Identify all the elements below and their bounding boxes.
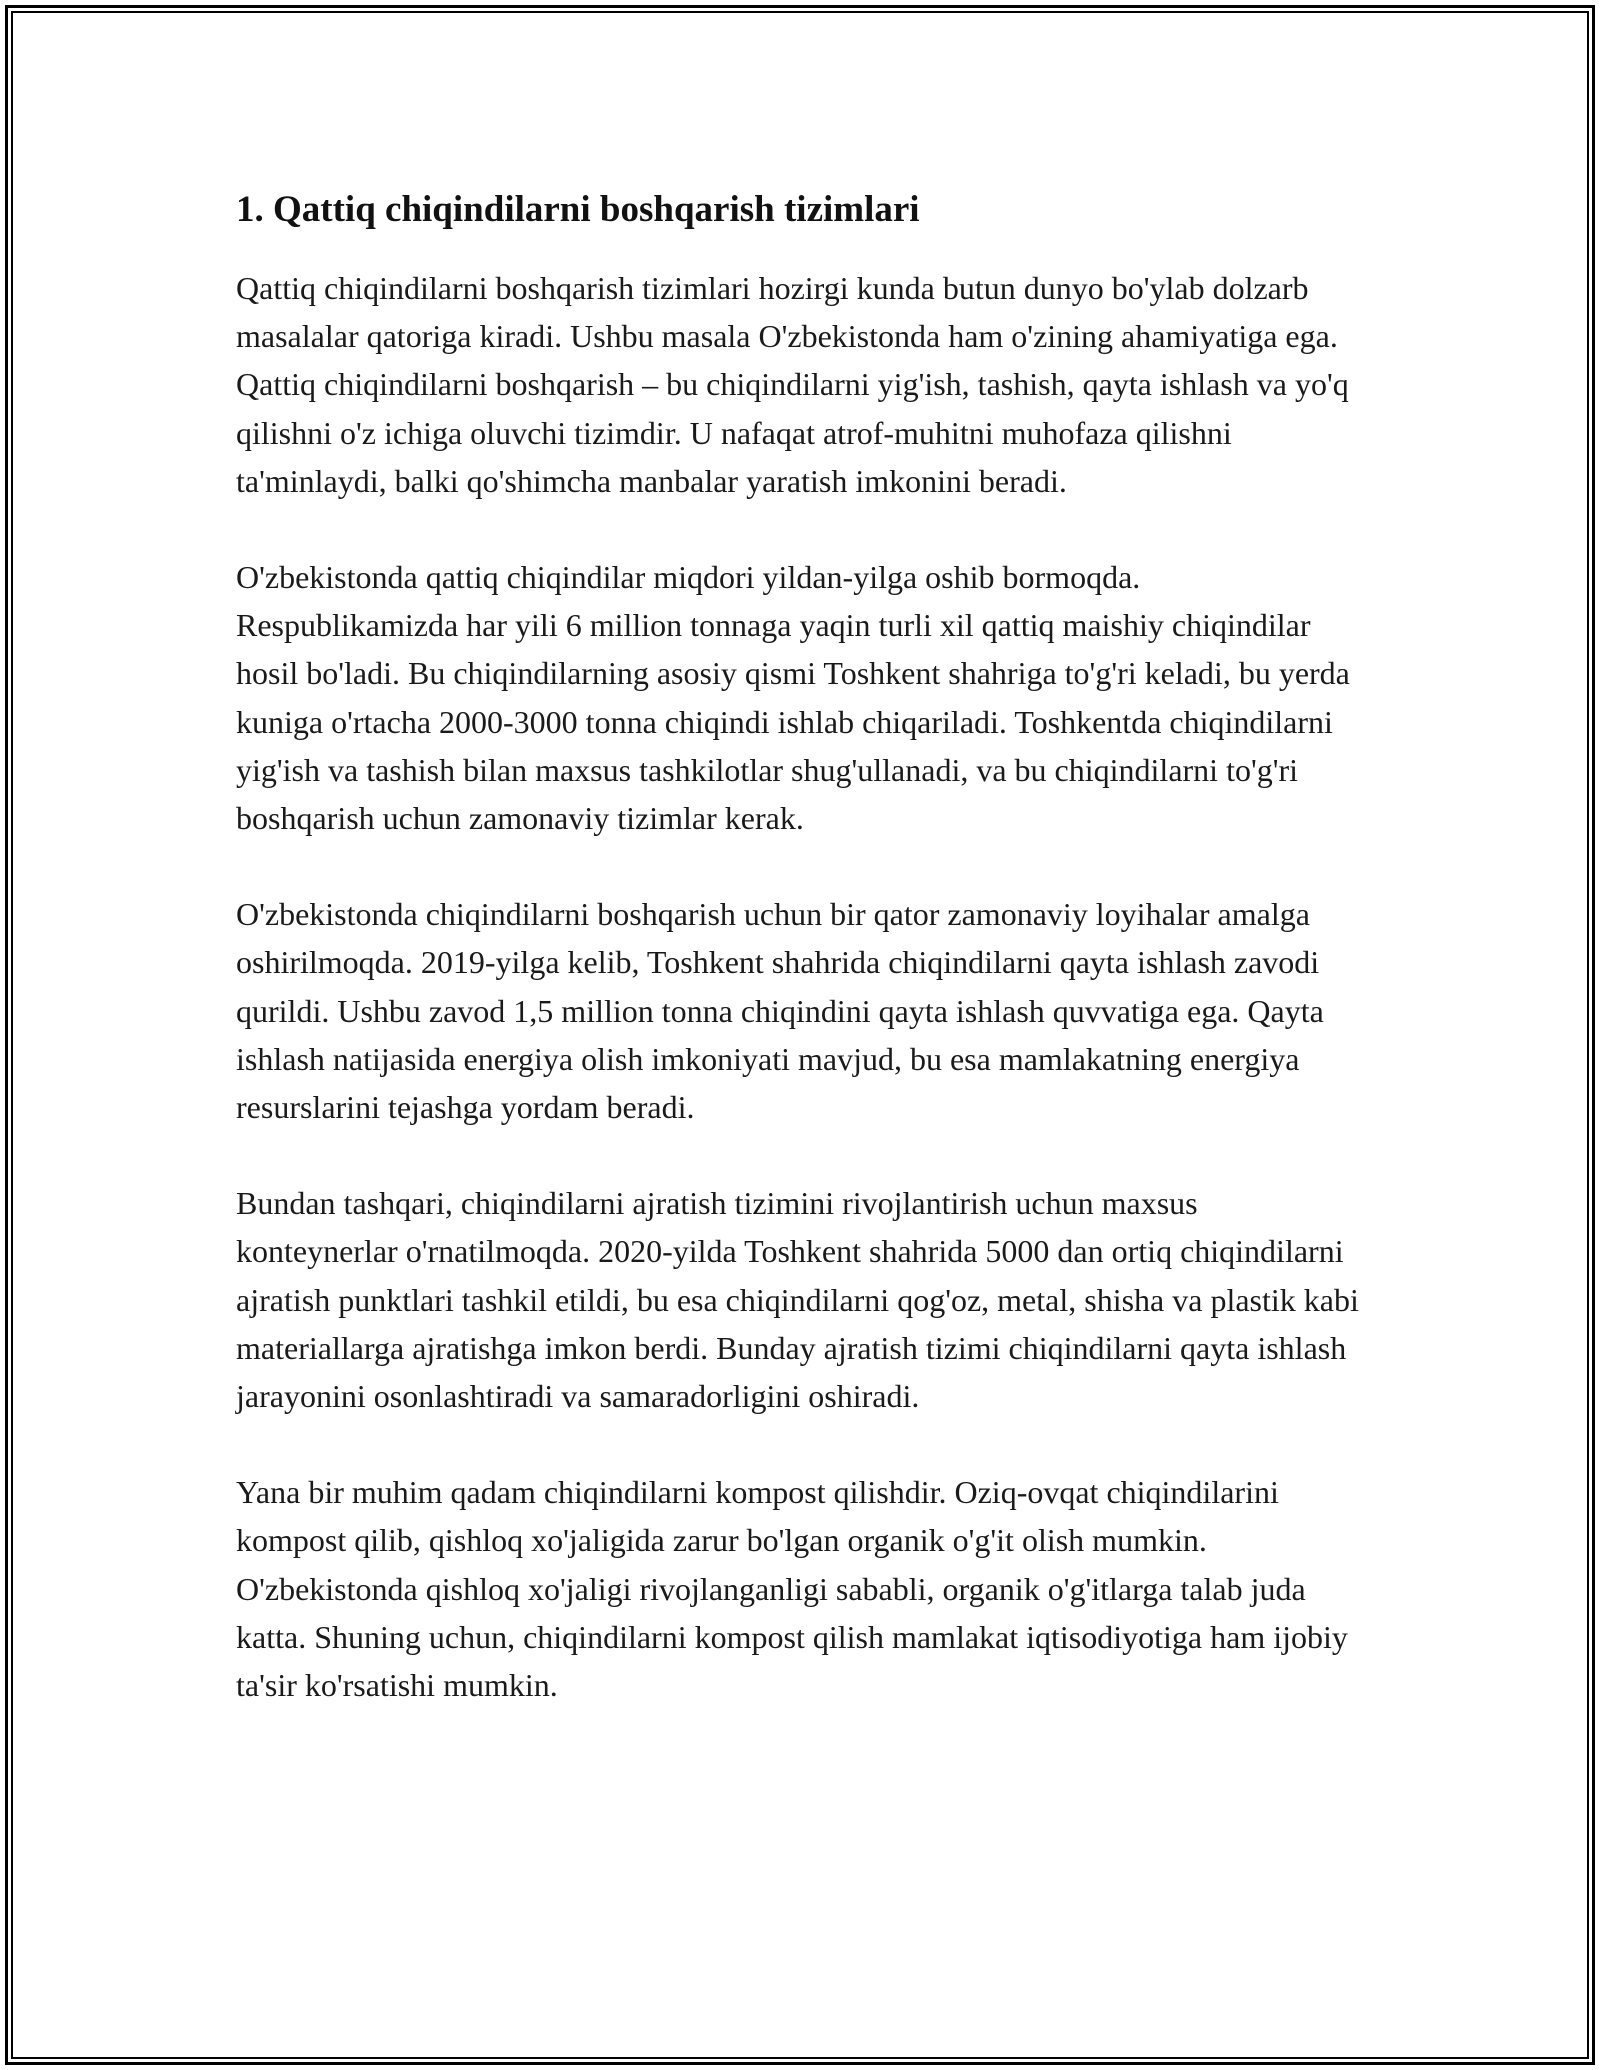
paragraph-5: Yana bir muhim qadam chiqindilarni kompost qilishdir. Oziq-ovqat chiqindilarini kompost qilib, qishloq xo'jaligida zarur bo'lgan organik o'g'it olish mumkin. O'zbekistonda qishloq xo'jaligi rivojlanganligi sababli, organik o'g'itlarga talab juda katta. Shuning uchun, chiqindilarni kompost qilish mamlakat iqtisodiyotiga ham ijobiy ta'sir ko'rsatishi mumkin. xyxy=(236,1474,1348,1704)
paragraph-4: Bundan tashqari, chiqindilarni ajratish tizimini rivojlantirish uchun maxsus konteynerlar o'rnatilmoqda. 2020-yilda Toshkent shahrida 5000 dan ortiq chiqindilarni ajratish punktlari tashkil etildi, bu esa chiqindilarni qog'oz, metal, shisha va plastik kabi materiallarga ajratishga imkon berdi. Bunday ajratish tizimi chiqindilarni qayta ishlash jarayonini osonlashtiradi va samaradorligini oshiradi. xyxy=(236,1185,1359,1415)
paragraph-3: O'zbekistonda chiqindilarni boshqarish uchun bir qator zamonaviy loyihalar amalga oshirilmoqda. 2019-yilga kelib, Toshkent shahrida chiqindilarni qayta ishlash zavodi qurildi. Ushbu zavod 1,5 million tonna chiqindini qayta ishlash quvvatiga ega. Qayta ishlash natijasida energiya olish imkoniyati mavjud, bu esa mamlakatning energiya resurslarini tejashga yordam beradi. xyxy=(236,896,1324,1126)
document-body xyxy=(236,186,1366,1757)
section-heading: 1. Qattiq chiqindilarni boshqarish tizimlari xyxy=(236,189,920,230)
paragraph-2: O'zbekistonda qattiq chiqindilar miqdori yildan-yilga oshib bormoqda. Respublikamizda har yili 6 million tonnaga yaqin turli xil qattiq maishiy chiqindilar hosil bo'ladi. Bu chiqindilarning asosiy qismi Toshkent shahriga to'g'ri keladi, bu yerda kuniga o'rtacha 2000-3000 tonna chiqindi ishlab chiqariladi. Toshkentda chiqindilarni yig'ish va tashish bilan maxsus tashkilotlar shug'ullanadi, va bu chiqindilarni to'g'ri boshqarish uchun zamonaviy tizimlar kerak. xyxy=(236,559,1350,837)
paragraph-1: Qattiq chiqindilarni boshqarish tizimlari hozirgi kunda butun dunyo bo'ylab dolzarb masalalar qatoriga kiradi. Ushbu masala O'zbekistonda ham o'zining ahamiyatiga ega. Qattiq chiqindilarni boshqarish – bu chiqindilarni yig'ish, tashish, qayta ishlash va yo'q qilishni o'z ichiga oluvchi tizimdir. U nafaqat atrof-muhitni muhofaza qilishni ta'minlaydi, balki qo'shimcha manbalar yaratish imkonini beradi. xyxy=(236,270,1349,499)
